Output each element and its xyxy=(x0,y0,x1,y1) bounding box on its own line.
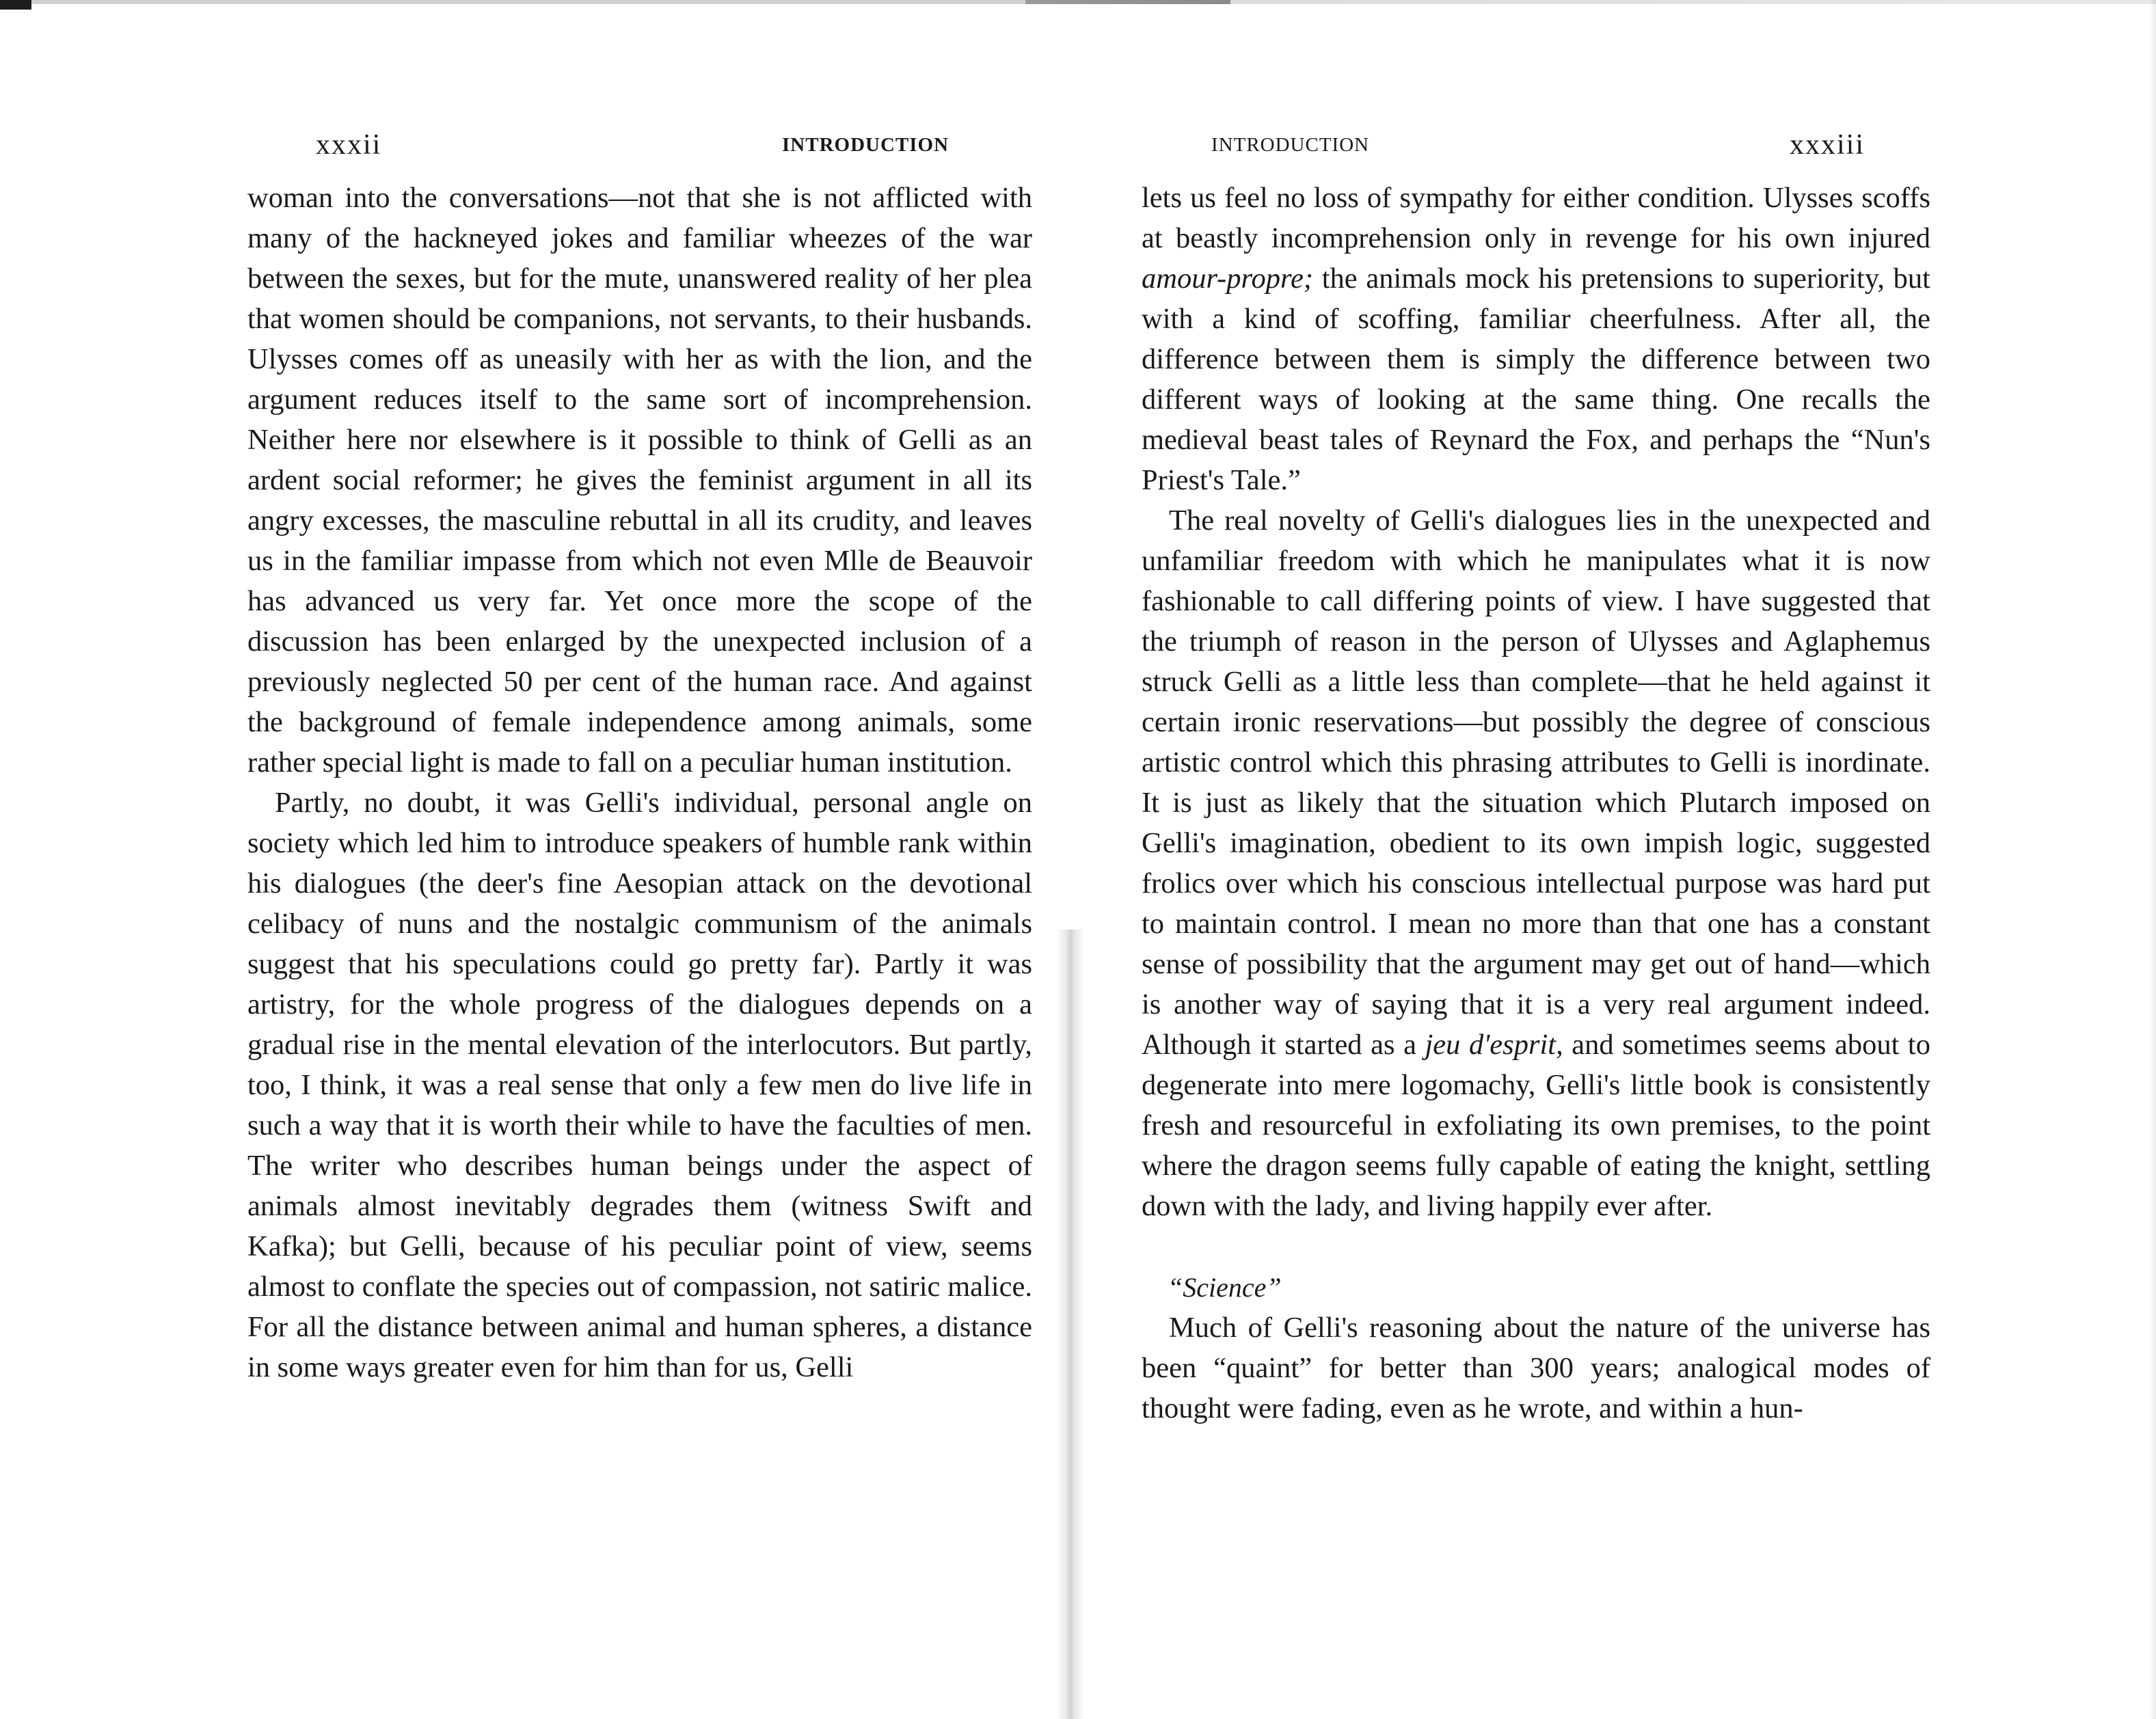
left-text-block xyxy=(247,178,1032,1388)
paragraph-text: The real novelty of Gelli's dialogues lies in the unexpected and unfamiliar freedom with which he manipulates what it is now fashionable to call differing points of view. I have suggested that the triumph of reason in the person of Ulysses and Aglaphemus struck Gelli as a little less than complete—that he held against it certain ironic reservations—but possibly the degree of conscious artistic control which this phrasing attributes to Gelli is inordinate. It is just as likely that the situation which Plutarch imposed on Gelli's imagination, obedient to its own impish logic, suggested frolics over which his conscious intellectual purpose was hard put to maintain control. I mean no more than that one has a constant sense of possibility that the argument may get out of hand—which is another way of saying that it is a very real argument indeed. Although it started as a xyxy=(1142,504,1930,1061)
page-number: xxxiii xyxy=(1790,129,1865,161)
paragraph xyxy=(1142,500,1930,1226)
paragraph-text: lets us feel no loss of sympathy for either condition. Ulysses scoffs at beastly incomprehension only in revenge for his own injured xyxy=(1142,182,1930,254)
page-number: xxxii xyxy=(316,129,382,161)
paragraph: Partly, no doubt, it was Gelli's individual, personal angle on society which led him to introduce speakers of humble rank within his dialogues (the deer's fine Aesopian attack on the devotional celibacy of nuns and the nostalgic communism of the animals suggest that his speculations could go pretty far). Partly it was artistry, for the whole progress of the dialogues depends on a gradual rise in the mental elevation of the interlocutors. But partly, too, I think, it was a real sense that only a few men do live life in such a way that it is worth their while to have the faculties of men. The writer who describes human beings under the aspect of animals almost inevitably degrades them (witness Swift and Kafka); but Gelli, because of his peculiar point of view, seems almost to conflate the species out of compassion, not satiric malice. For all the distance between animal and human spheres, a distance in some ways greater even for him than for us, Gelli xyxy=(247,787,1032,1383)
paragraph xyxy=(1142,178,1930,500)
paragraph: woman into the conversations—not that she is not afflicted with many of the hackneyed jokes and familiar wheezes of the war between the sexes, but for the mute, unanswered reality of her plea that women should be companions, not servants, to their husbands. Ulysses comes off as uneasily with her as with the lion, and the argument reduces itself to the same sort of incomprehension. Neither here nor elsewhere is it possible to think of Gelli as an ardent social reformer; he gives the feminist argument in all its angry excesses, the masculine rebuttal in all its crudity, and leaves us in the familiar impasse from which not even Mlle de Beauvoir has advanced us very far. Yet once more the scope of the discussion has been enlarged by the unexpected inclusion of a previously neglected 50 per cent of the human race. And against the background of female independence among animals, some rather special light is made to fall on a peculiar human institution. xyxy=(247,182,1032,779)
italic-phrase: jeu d'esprit, xyxy=(1425,1029,1563,1061)
section-heading: “Science” xyxy=(1168,1272,1282,1303)
paragraph-text: and sometimes seems about to degenerate into mere logomachy, Gelli's little book is consistently fresh and resourceful in exfoliating its own premises, to the point where the dragon seems fully capable of eating the knight, settling down with the lady, and living happily ever after. xyxy=(1142,1029,1930,1222)
right-page xyxy=(1080,0,2156,1719)
running-head: INTRODUCTION xyxy=(1211,134,1370,156)
italic-phrase: amour-propre; xyxy=(1142,262,1313,295)
left-page xyxy=(0,0,1066,1719)
right-text-block xyxy=(1142,178,1930,1429)
paragraph: Much of Gelli's reasoning about the nature of the universe has been “quaint” for better than 300 years; analogical modes of thought were fading, even as he wrote, and within a hun- xyxy=(1142,1312,1930,1424)
paragraph-text: the animals mock his pretensions to superiority, but with a kind of scoffing, familiar cheerfulness. After all, the difference between them is simply the difference between two different ways of looking at the same thing. One recalls the medieval beast tales of Reynard the Fox, and perhaps the “Nun's Priest's Tale.” xyxy=(1142,262,1930,496)
running-head: INTRODUCTION xyxy=(782,134,949,156)
